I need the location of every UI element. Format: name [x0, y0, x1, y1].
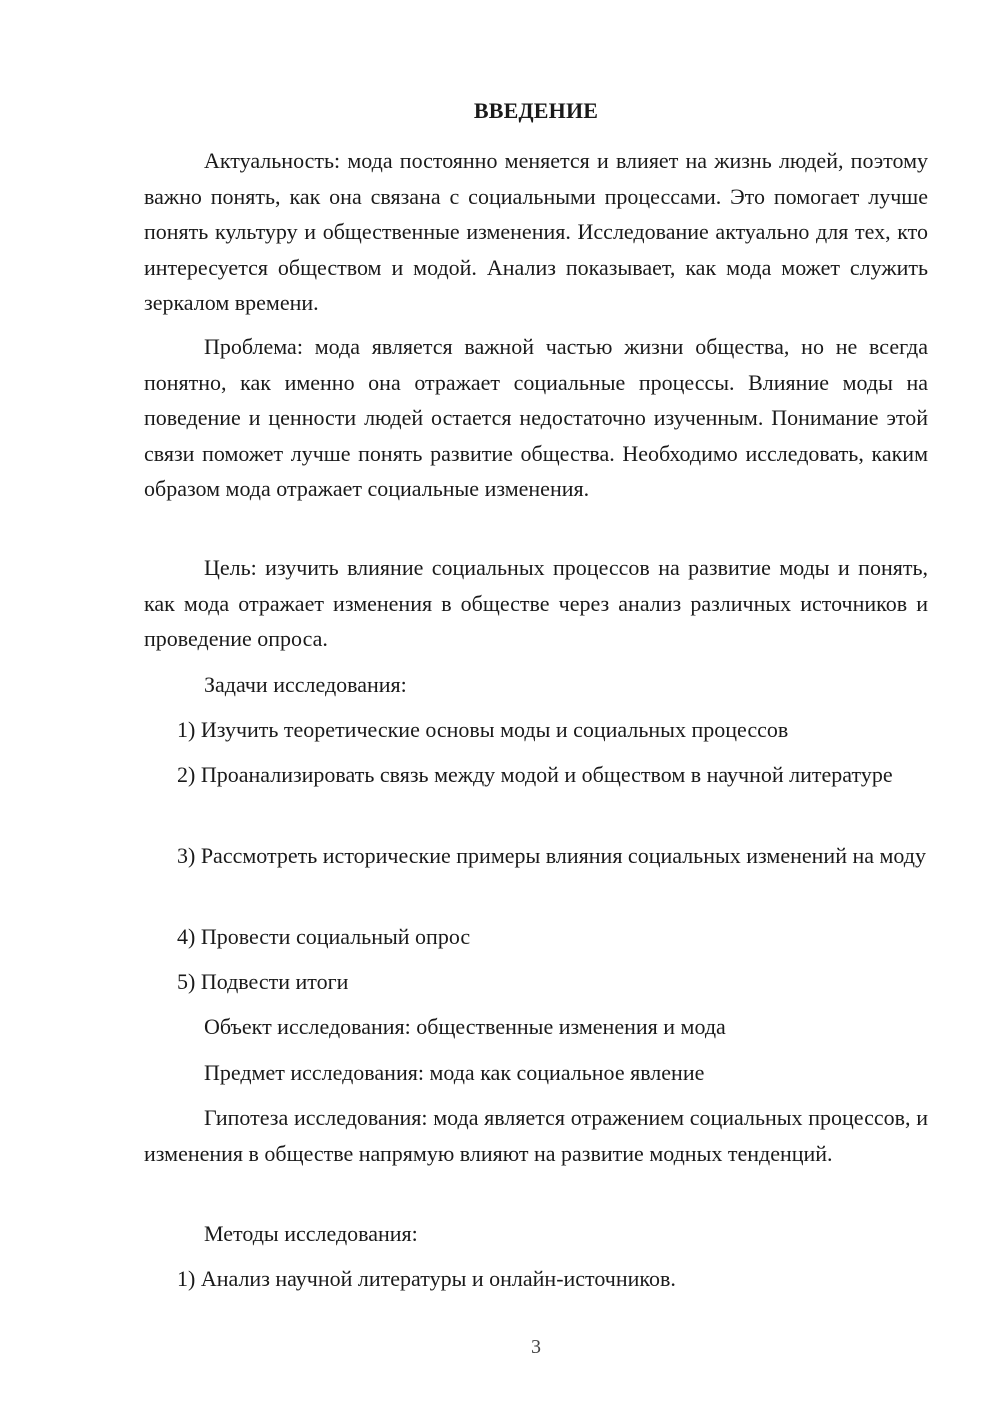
- research-subject-text: Предмет исследования: мода как социальное явление: [204, 1060, 705, 1085]
- task-item-1: [144, 712, 928, 748]
- hypothesis-text: Гипотеза исследования: мода является отражением социальных процессов, и изменения в обществе напрямую влияют на развитие модных тенденций.: [144, 1105, 928, 1166]
- list-item: 1) Изучить теоретические основы моды и социальных процессов: [177, 717, 789, 742]
- research-hypothesis: [144, 1100, 928, 1171]
- task-item-4: [144, 919, 928, 955]
- task-item-3: [144, 838, 928, 874]
- list-item: 3) Рассмотреть исторические примеры влияния социальных изменений на моду: [177, 843, 926, 868]
- paragraph-goal: [144, 550, 928, 657]
- paragraph-problem: [144, 329, 928, 507]
- research-object: [144, 1009, 928, 1045]
- research-subject: [144, 1055, 928, 1091]
- task-item-5: [144, 964, 928, 1000]
- list-item: 4) Провести социальный опрос: [177, 924, 471, 949]
- methods-heading-text: Методы исследования:: [204, 1221, 418, 1246]
- page-title: ВВЕДЕНИЕ: [473, 98, 599, 123]
- list-item: 5) Подвести итоги: [177, 969, 349, 994]
- paragraph-relevance: [144, 143, 928, 321]
- tasks-heading-text: Задачи исследования:: [204, 672, 407, 697]
- tasks-heading: [144, 667, 928, 703]
- research-object-text: Объект исследования: общественные изменения и мода: [204, 1014, 726, 1039]
- goal-text: Цель: изучить влияние социальных процессов на развитие моды и понять, как мода отражает изменения в обществе через анализ различных источников и проведение опроса.: [144, 555, 928, 651]
- problem-text: Проблема: мода является важной частью жизни общества, но не всегда понятно, как именно она отражает социальные процессы. Влияние моды на поведение и ценности людей остается недостаточно изученным. Понимание этой связи поможет лучше понять развитие общества. Необходимо исследовать, каким образом мода отражает социальные изменения.: [144, 334, 928, 501]
- list-item: 1) Анализ научной литературы и онлайн-источников.: [177, 1266, 676, 1291]
- relevance-text: Актуальность: мода постоянно меняется и влияет на жизнь людей, поэтому важно понять, как она связана с социальными процессами. Это помогает лучше понять культуру и общественные изменения. Исследование актуально для тех, кто интересуется обществом и модой. Анализ показывает, как мода может служить зеркалом времени.: [144, 148, 928, 315]
- method-item-1: [144, 1261, 928, 1297]
- task-item-2: [144, 757, 928, 793]
- methods-heading: [144, 1216, 928, 1252]
- list-item: 2) Проанализировать связь между модой и обществом в научной литературе: [177, 762, 893, 787]
- page-number: 3: [531, 1336, 541, 1358]
